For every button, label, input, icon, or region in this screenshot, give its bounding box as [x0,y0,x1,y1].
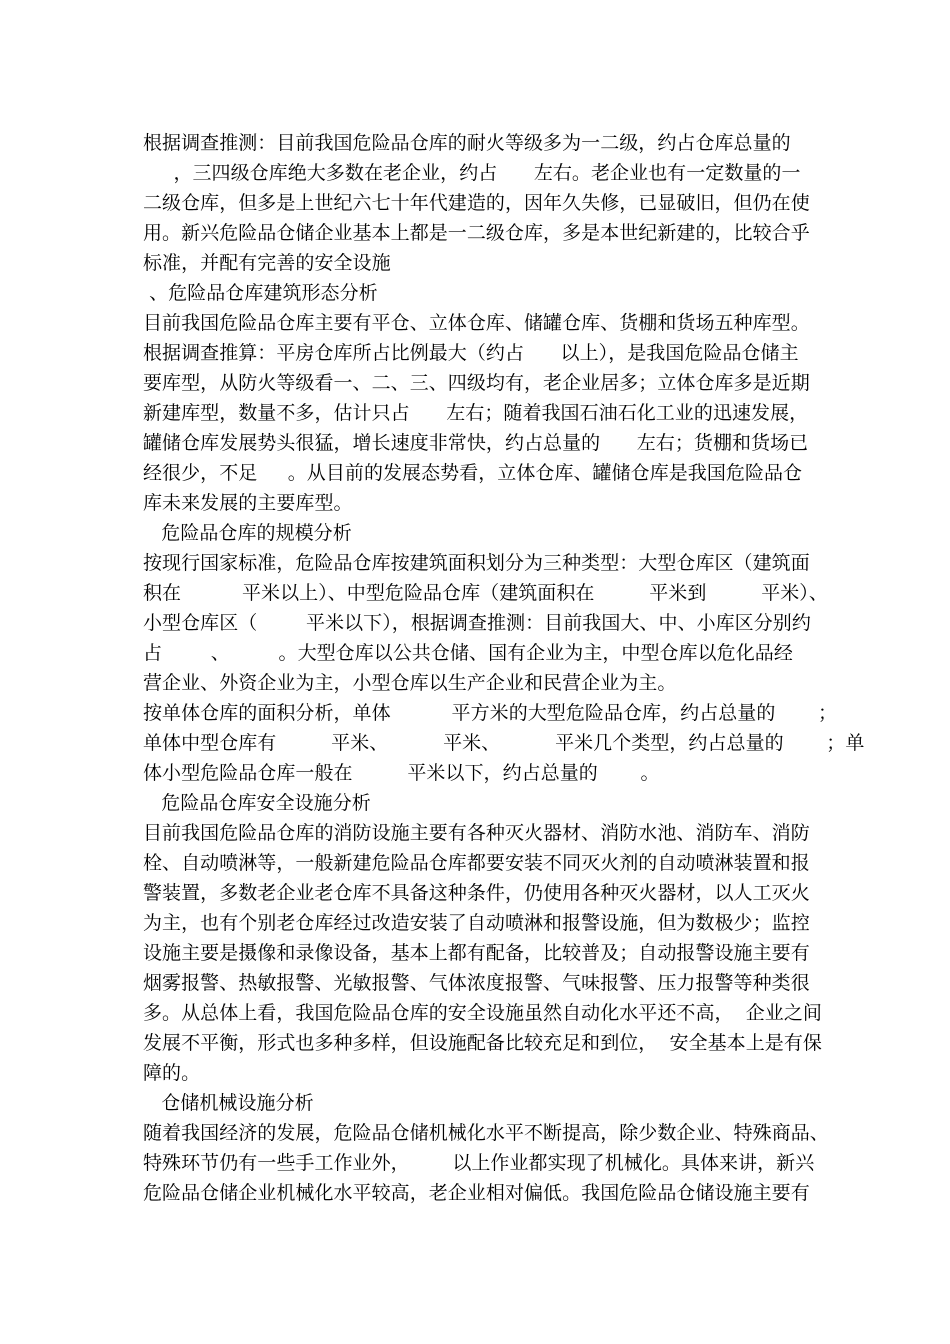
text-line: 罐储仓库发展势头很猛，增长速度非常快，约占总量的 左右；货棚和货场已 [143,432,809,454]
text-line: 根据调查推测：目前我国危险品仓库的耐火等级多为一二级，约占仓库总量的 [143,132,791,154]
text-line: 按现行国家标准，危险品仓库按建筑面积划分为三种类型：大型仓库区（建筑面 [143,552,810,574]
text-line: 积在 平米以上）、中型危险品仓库（建筑面积在 平米到 平米）、 [143,582,828,604]
text-line: 目前我国危险品仓库主要有平仓、立体仓库、储罐仓库、货棚和货场五种库型。 [143,312,810,334]
section-heading: 、危险品仓库建筑形态分析 [143,282,378,304]
text-line: 烟雾报警、热敏报警、光敏报警、气体浓度报警、气味报警、压力报警等种类很 [143,972,810,994]
section-heading: 危险品仓库安全设施分析 [143,792,371,814]
text-line: 危险品仓储企业机械化水平较高，老企业相对偏低。我国危险品仓储设施主要有 [143,1182,810,1204]
text-line: 障的。 [143,1062,201,1084]
text-line: 标准，并配有完善的安全设施 [143,252,391,274]
text-line: 警装置，多数老企业老仓库不具备这种条件，仍使用各种灭火器材，以人工灭火 [143,882,810,904]
text-line: 单体中型仓库有 平米、 平米、 平米几个类型，约占总量的 ；单 [143,732,865,754]
text-line: 营企业、外资企业为主，小型仓库以生产企业和民营企业为主。 [143,672,677,694]
text-line: 用。新兴危险品仓储企业基本上都是一二级仓库，多是本世纪新建的，比较合乎 [143,222,810,244]
text-line: 要库型，从防火等级看一、二、三、四级均有，老企业居多；立体仓库多是近期 [143,372,810,394]
text-line: 小型仓库区（ 平米以下），根据调查推测：目前我国大、中、小库区分别约 [143,612,811,634]
text-line: 设施主要是摄像和录像设备，基本上都有配备，比较普及；自动报警设施主要有 [143,942,810,964]
text-line: 多。从总体上看，我国危险品仓库的安全设施虽然自动化水平还不高， 企业之间 [143,1002,822,1024]
text-line: 根据调查推算：平房仓库所占比例最大（约占 以上），是我国危险品仓储主 [143,342,799,364]
text-line: 占 、 。大型仓库以公共仓储、国有企业为主，中型仓库以危化品经 [143,642,793,664]
text-line: 按单体仓库的面积分析，单体 平方米的大型危险品仓库，约占总量的 ； [143,702,838,724]
text-line: 随着我国经济的发展，危险品仓储机械化水平不断提高，除少数企业、特殊商品、 [143,1122,829,1144]
text-line: 特殊环节仍有一些手工作业外， 以上作业都实现了机械化。具体来讲，新兴 [143,1152,815,1174]
section-heading: 仓储机械设施分析 [143,1092,314,1114]
text-line: 栓、自动喷淋等，一般新建危险品仓库都要安装不同灭火剂的自动喷淋装置和报 [143,852,810,874]
text-line: 库未来发展的主要库型。 [143,492,353,514]
text-line: 体小型危险品仓库一般在 平米以下，约占总量的 。 [143,762,660,784]
text-line: ，三四级仓库绝大多数在老企业，约占 左右。老企业也有一定数量的一 [143,162,801,184]
text-line: 发展不平衡，形式也多种多样，但设施配备比较充足和到位， 安全基本上是有保 [143,1032,822,1054]
section-heading: 危险品仓库的规模分析 [143,522,352,544]
text-line: 为主，也有个别老仓库经过改造安装了自动喷淋和报警设施，但为数极少；监控 [143,912,810,934]
text-line: 二级仓库，但多是上世纪六七十年代建造的，因年久失修，已显破旧，但仍在使 [143,192,810,214]
text-line: 新建库型，数量不多，估计只占 左右；随着我国石油石化工业的迅速发展， [143,402,809,424]
text-line: 经很少，不足 。从目前的发展态势看，立体仓库、罐储仓库是我国危险品仓 [143,462,803,484]
text-line: 目前我国危险品仓库的消防设施主要有各种灭火器材、消防水池、消防车、消防 [143,822,810,844]
